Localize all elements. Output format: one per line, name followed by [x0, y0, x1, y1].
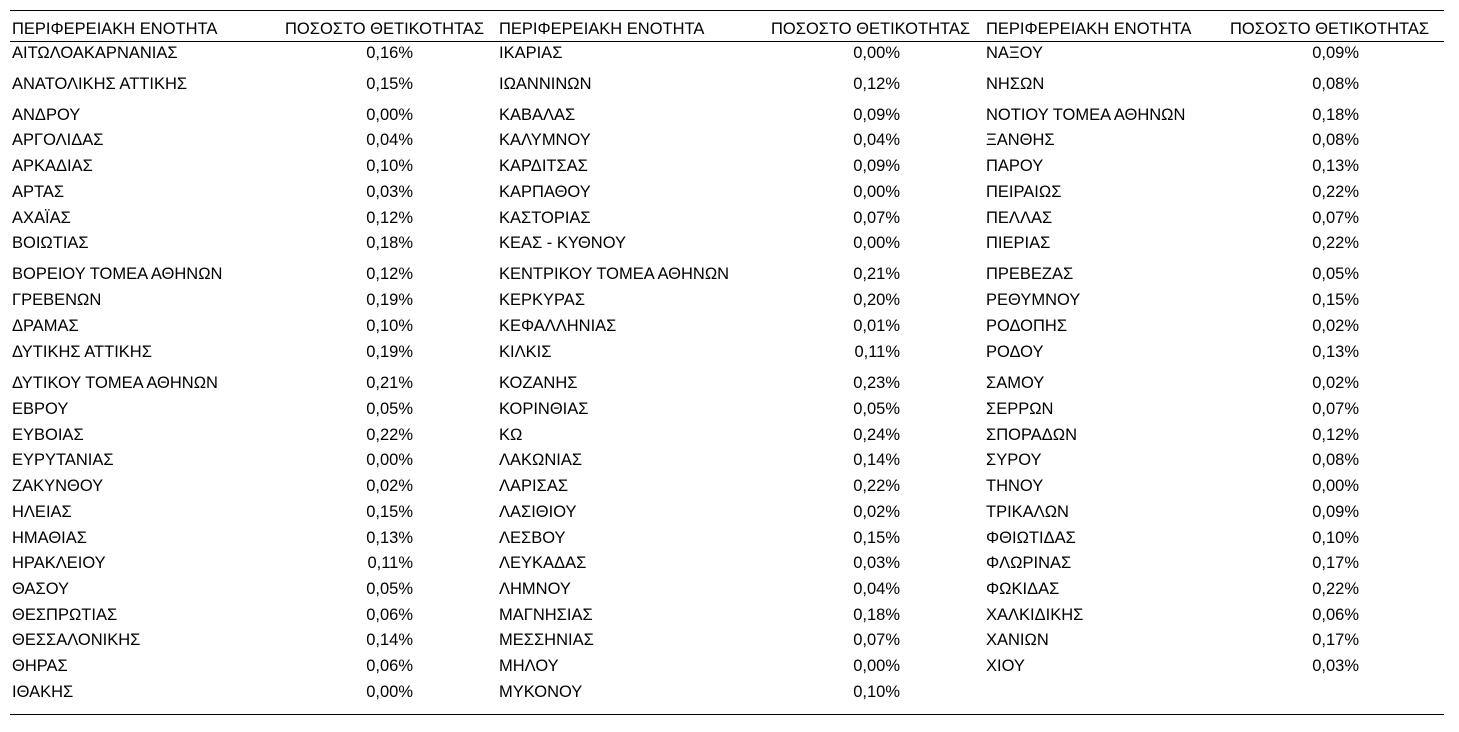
- region-name: ΡΕΘΥΜΝΟΥ: [986, 291, 1081, 309]
- positivity-value: 0,06%: [1312, 606, 1359, 624]
- region-name: ΝΟΤΙΟΥ ΤΟΜΕΑ ΑΘΗΝΩΝ: [986, 106, 1186, 124]
- region-name: ΑΡΤΑΣ: [12, 183, 65, 201]
- positivity-value: 0,21%: [366, 374, 413, 392]
- region-name: ΕΥΒΟΙΑΣ: [12, 426, 84, 444]
- positivity-value: 0,08%: [1312, 451, 1359, 469]
- positivity-value: 0,07%: [853, 631, 900, 649]
- positivity-value: 0,19%: [366, 291, 413, 309]
- region-name: ΜΗΛΟΥ: [499, 657, 559, 675]
- positivity-value: 0,09%: [853, 106, 900, 124]
- region-name: ΣΕΡΡΩΝ: [986, 400, 1054, 418]
- positivity-value: 0,02%: [1312, 374, 1359, 392]
- region-name: ΚΑΣΤΟΡΙΑΣ: [499, 209, 591, 227]
- positivity-value: 0,02%: [853, 503, 900, 521]
- region-name: ΧΑΝΙΩΝ: [986, 631, 1049, 649]
- region-name: ΦΩΚΙΔΑΣ: [986, 580, 1060, 598]
- region-name: ΓΡΕΒΕΝΩΝ: [12, 291, 102, 309]
- region-name: ΜΕΣΣΗΝΙΑΣ: [499, 631, 594, 649]
- positivity-value: 0,05%: [853, 400, 900, 418]
- region-name: ΕΥΡΥΤΑΝΙΑΣ: [12, 451, 114, 469]
- positivity-value: 0,04%: [853, 131, 900, 149]
- positivity-value: 0,13%: [1312, 343, 1359, 361]
- region-name: ΙΩΑΝΝΙΝΩΝ: [499, 75, 592, 93]
- positivity-value: 0,05%: [366, 400, 413, 418]
- region-name: ΤΡΙΚΑΛΩΝ: [986, 503, 1069, 521]
- region-name: ΑΡΓΟΛΙΔΑΣ: [12, 131, 104, 149]
- positivity-value: 0,08%: [1312, 75, 1359, 93]
- positivity-value: 0,17%: [1312, 554, 1359, 572]
- region-name: ΠΡΕΒΕΖΑΣ: [986, 265, 1074, 283]
- region-name: ΧΑΛΚΙΔΙΚΗΣ: [986, 606, 1084, 624]
- region-name: ΑΙΤΩΛΟΑΚΑΡΝΑΝΙΑΣ: [12, 44, 178, 62]
- positivity-table: [10, 10, 1444, 715]
- region-name: ΘΗΡΑΣ: [12, 657, 68, 675]
- positivity-value: 0,12%: [366, 265, 413, 283]
- region-name: ΣΥΡΟΥ: [986, 451, 1042, 469]
- positivity-value: 0,05%: [366, 580, 413, 598]
- positivity-value: 0,03%: [853, 554, 900, 572]
- region-name: ΜΑΓΝΗΣΙΑΣ: [499, 606, 593, 624]
- region-name: ΛΑΣΙΘΙΟΥ: [499, 503, 577, 521]
- header-positivity-col2: ΠΟΣΟΣΤΟ ΘΕΤΙΚΟΤΗΤΑΣ: [771, 20, 971, 38]
- region-name: ΔΥΤΙΚΗΣ ΑΤΤΙΚΗΣ: [12, 343, 152, 361]
- positivity-value: 0,22%: [1312, 234, 1359, 252]
- region-name: ΚΟΖΑΝΗΣ: [499, 374, 578, 392]
- header-positivity-col3: ΠΟΣΟΣΤΟ ΘΕΤΙΚΟΤΗΤΑΣ: [1230, 20, 1430, 38]
- positivity-value: 0,00%: [853, 657, 900, 675]
- positivity-value: 0,00%: [366, 451, 413, 469]
- positivity-value: 0,00%: [853, 234, 900, 252]
- region-name: ΑΝΑΤΟΛΙΚΗΣ ΑΤΤΙΚΗΣ: [12, 75, 188, 93]
- positivity-value: 0,14%: [853, 451, 900, 469]
- positivity-value: 0,11%: [367, 554, 413, 572]
- positivity-value: 0,21%: [853, 265, 900, 283]
- region-name: ΠΕΙΡΑΙΩΣ: [986, 183, 1062, 201]
- positivity-value: 0,00%: [366, 683, 413, 701]
- region-name: ΡΟΔΟΠΗΣ: [986, 317, 1068, 335]
- positivity-value: 0,12%: [366, 209, 413, 227]
- header-region-col3: ΠΕΡΙΦΕΡΕΙΑΚΗ ΕΝΟΤΗΤΑ: [986, 20, 1192, 38]
- region-name: ΚΙΛΚΙΣ: [499, 343, 552, 361]
- region-name: ΤΗΝΟΥ: [986, 477, 1044, 495]
- positivity-value: 0,00%: [366, 106, 413, 124]
- positivity-value: 0,18%: [366, 234, 413, 252]
- region-name: ΑΝΔΡΟΥ: [12, 106, 81, 124]
- positivity-value: 0,22%: [853, 477, 900, 495]
- positivity-value: 0,13%: [1312, 157, 1359, 175]
- positivity-value: 0,06%: [366, 657, 413, 675]
- positivity-value: 0,07%: [1312, 400, 1359, 418]
- region-name: ΚΑΡΠΑΘΟΥ: [499, 183, 591, 201]
- positivity-value: 0,05%: [1312, 265, 1359, 283]
- region-name: ΙΚΑΡΙΑΣ: [499, 44, 563, 62]
- region-name: ΑΡΚΑΔΙΑΣ: [12, 157, 93, 175]
- positivity-value: 0,08%: [1312, 131, 1359, 149]
- region-name: ΛΑΡΙΣΑΣ: [499, 477, 569, 495]
- region-name: ΚΕΑΣ - ΚΥΘΝΟΥ: [499, 234, 627, 252]
- positivity-value: 0,04%: [853, 580, 900, 598]
- region-name: ΜΥΚΟΝΟΥ: [499, 683, 583, 701]
- region-name: ΣΠΟΡΑΔΩΝ: [986, 426, 1078, 444]
- region-name: ΧΙΟΥ: [986, 657, 1025, 675]
- positivity-value: 0,10%: [853, 683, 900, 701]
- positivity-value: 0,15%: [1312, 291, 1359, 309]
- region-name: ΛΕΥΚΑΔΑΣ: [499, 554, 587, 572]
- region-name: ΚΕΡΚΥΡΑΣ: [499, 291, 586, 309]
- positivity-value: 0,02%: [1312, 317, 1359, 335]
- positivity-value: 0,09%: [1312, 44, 1359, 62]
- positivity-value: 0,12%: [1312, 426, 1359, 444]
- positivity-value: 0,03%: [1312, 657, 1359, 675]
- positivity-value: 0,00%: [853, 183, 900, 201]
- region-name: ΛΑΚΩΝΙΑΣ: [499, 451, 583, 469]
- positivity-value: 0,02%: [366, 477, 413, 495]
- positivity-value: 0,10%: [1312, 529, 1359, 547]
- region-name: ΝΑΞΟΥ: [986, 44, 1043, 62]
- positivity-value: 0,18%: [853, 606, 900, 624]
- header-region-col1: ΠΕΡΙΦΕΡΕΙΑΚΗ ΕΝΟΤΗΤΑ: [12, 20, 218, 38]
- positivity-value: 0,20%: [853, 291, 900, 309]
- region-name: ΗΛΕΙΑΣ: [12, 503, 72, 521]
- positivity-value: 0,09%: [853, 157, 900, 175]
- region-name: ΒΟΡΕΙΟΥ ΤΟΜΕΑ ΑΘΗΝΩΝ: [12, 265, 223, 283]
- positivity-value: 0,10%: [366, 157, 413, 175]
- positivity-value: 0,24%: [853, 426, 900, 444]
- region-name: ΕΒΡΟΥ: [12, 400, 69, 418]
- table-header-row: [10, 11, 1444, 42]
- region-name: ΚΑΛΥΜΝΟΥ: [499, 131, 591, 149]
- region-name: ΘΑΣΟΥ: [12, 580, 70, 598]
- positivity-value: 0,03%: [366, 183, 413, 201]
- positivity-value: 0,09%: [1312, 503, 1359, 521]
- region-name: ΖΑΚΥΝΘΟΥ: [12, 477, 104, 495]
- region-name: ΠΕΛΛΑΣ: [986, 209, 1053, 227]
- positivity-value: 0,13%: [366, 529, 413, 547]
- region-name: ΝΗΣΩΝ: [986, 75, 1045, 93]
- region-name: ΔΡΑΜΑΣ: [12, 317, 79, 335]
- positivity-value: 0,17%: [1312, 631, 1359, 649]
- region-name: ΚΩ: [499, 426, 523, 444]
- region-name: ΑΧΑΪΑΣ: [12, 209, 71, 227]
- region-name: ΛΕΣΒΟΥ: [499, 529, 566, 547]
- region-name: ΚΟΡΙΝΘΙΑΣ: [499, 400, 589, 418]
- positivity-value: 0,07%: [1312, 209, 1359, 227]
- region-name: ΚΕΦΑΛΛΗΝΙΑΣ: [499, 317, 617, 335]
- region-name: ΚΑΒΑΛΑΣ: [499, 106, 576, 124]
- region-name: ΘΕΣΣΑΛΟΝΙΚΗΣ: [12, 631, 141, 649]
- region-name: ΒΟΙΩΤΙΑΣ: [12, 234, 89, 252]
- positivity-value: 0,22%: [366, 426, 413, 444]
- region-name: ΗΡΑΚΛΕΙΟΥ: [12, 554, 106, 572]
- positivity-value: 0,15%: [853, 529, 900, 547]
- positivity-value: 0,11%: [854, 343, 900, 361]
- region-name: ΚΑΡΔΙΤΣΑΣ: [499, 157, 588, 175]
- positivity-value: 0,22%: [1312, 580, 1359, 598]
- region-name: ΗΜΑΘΙΑΣ: [12, 529, 87, 547]
- positivity-value: 0,04%: [366, 131, 413, 149]
- region-name: ΣΑΜΟΥ: [986, 374, 1045, 392]
- region-name: ΠΙΕΡΙΑΣ: [986, 234, 1051, 252]
- region-name: ΙΘΑΚΗΣ: [12, 683, 74, 701]
- positivity-value: 0,16%: [366, 44, 413, 62]
- region-name: ΠΑΡΟΥ: [986, 157, 1044, 175]
- positivity-value: 0,00%: [853, 44, 900, 62]
- positivity-value: 0,14%: [366, 631, 413, 649]
- region-name: ΛΗΜΝΟΥ: [499, 580, 571, 598]
- region-name: ΚΕΝΤΡΙΚΟΥ ΤΟΜΕΑ ΑΘΗΝΩΝ: [499, 265, 730, 283]
- region-name: ΘΕΣΠΡΩΤΙΑΣ: [12, 606, 118, 624]
- header-region-col2: ΠΕΡΙΦΕΡΕΙΑΚΗ ΕΝΟΤΗΤΑ: [499, 20, 705, 38]
- positivity-value: 0,10%: [366, 317, 413, 335]
- region-name: ΡΟΔΟΥ: [986, 343, 1044, 361]
- header-positivity-col1: ΠΟΣΟΣΤΟ ΘΕΤΙΚΟΤΗΤΑΣ: [285, 20, 485, 38]
- positivity-value: 0,01%: [853, 317, 900, 335]
- positivity-value: 0,00%: [1312, 477, 1359, 495]
- positivity-value: 0,19%: [366, 343, 413, 361]
- region-name: ΦΛΩΡΙΝΑΣ: [986, 554, 1072, 572]
- positivity-value: 0,07%: [853, 209, 900, 227]
- positivity-value: 0,18%: [1312, 106, 1359, 124]
- region-name: ΞΑΝΘΗΣ: [986, 131, 1055, 149]
- positivity-value: 0,22%: [1312, 183, 1359, 201]
- region-name: ΔΥΤΙΚΟΥ ΤΟΜΕΑ ΑΘΗΝΩΝ: [12, 374, 218, 392]
- positivity-value: 0,15%: [366, 503, 413, 521]
- positivity-value: 0,12%: [853, 75, 900, 93]
- positivity-value: 0,06%: [366, 606, 413, 624]
- region-name: ΦΘΙΩΤΙΔΑΣ: [986, 529, 1076, 547]
- positivity-value: 0,15%: [366, 75, 413, 93]
- positivity-value: 0,23%: [853, 374, 900, 392]
